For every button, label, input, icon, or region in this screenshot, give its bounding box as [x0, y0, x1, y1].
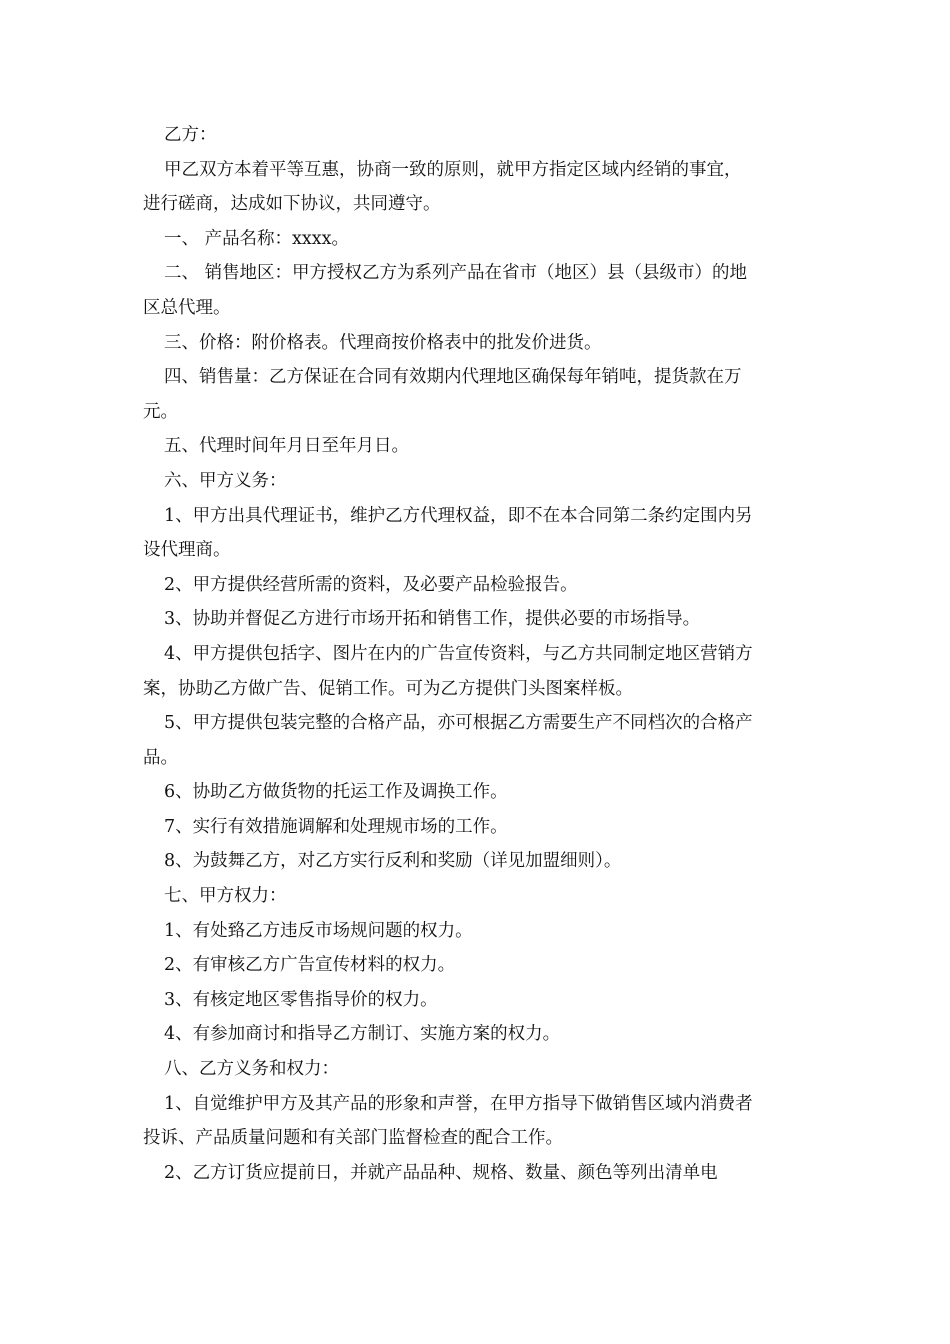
- clause-8-item-2: 2、乙方订货应提前日，并就产品品种、规格、数量、颜色等列出清单电: [164, 1162, 718, 1183]
- party-b-label: 乙方：: [164, 125, 217, 145]
- clause-7-item-1: 1、有处臵乙方违反市场规问题的权力。: [164, 920, 473, 941]
- clause-2-sales-region-line-2: 区总代理。: [143, 297, 231, 318]
- clause-6-item-1-line-2: 设代理商。: [143, 540, 231, 561]
- clause-7-item-2: 2、有审核乙方广告宣传材料的权力。: [164, 955, 456, 976]
- clause-6-item-5-line-2: 品。: [143, 747, 178, 768]
- preamble-line-1: 甲乙双方本着平等互惠，协商一致的原则，就甲方指定区域内经销的事宜，: [164, 159, 742, 180]
- clause-1-product-name: 一、 产品名称：xxxx。: [164, 228, 350, 249]
- clause-7-item-3: 3、有核定地区零售指导价的权力。: [164, 989, 438, 1010]
- clause-6-item-7: 7、实行有效措施调解和处理规市场的工作。: [164, 816, 508, 837]
- clause-2-sales-region-line-1: 二、 销售地区：甲方授权乙方为系列产品在省市（地区）县（县级市）的地: [164, 263, 748, 284]
- clause-3-price: 三、价格：附价格表。代理商按价格表中的批发价进货。: [164, 332, 602, 353]
- clause-4-sales-volume-line-1: 四、销售量：乙方保证在合同有效期内代理地区确保每年销吨，提货款在万: [164, 367, 742, 388]
- clause-6-item-3: 3、协助并督促乙方进行市场开拓和销售工作，提供必要的市场指导。: [164, 609, 701, 630]
- clause-6-item-5-line-1: 5、甲方提供包装完整的合格产品，亦可根据乙方需要生产不同档次的合格产: [164, 713, 753, 734]
- clause-6-item-2: 2、甲方提供经营所需的资料，及必要产品检验报告。: [164, 574, 578, 595]
- clause-7-item-4: 4、有参加商讨和指导乙方制订、实施方案的权力。: [164, 1024, 561, 1045]
- clause-6-item-4-line-2: 案，协助乙方做广告、促销工作。可为乙方提供门头图案样板。: [143, 678, 633, 699]
- clause-4-sales-volume-line-2: 元。: [143, 401, 178, 422]
- clause-5-agency-period: 五、代理时间年月日至年月日。: [164, 436, 409, 457]
- contract-body: [143, 118, 807, 1190]
- clause-8-heading: 八、乙方义务和权力：: [164, 1059, 339, 1080]
- clause-8-item-1-line-1: 1、自觉维护甲方及其产品的形象和声誉，在甲方指导下做销售区域内消费者: [164, 1093, 753, 1114]
- clause-8-item-1-line-2: 投诉、产品质量问题和有关部门监督检查的配合工作。: [143, 1128, 563, 1149]
- clause-6-item-4-line-1: 4、甲方提供包括字、图片在内的广告宣传资料，与乙方共同制定地区营销方: [164, 643, 753, 664]
- clause-6-item-1-line-1: 1、甲方出具代理证书，维护乙方代理权益，即不在本合同第二条约定围内另: [164, 505, 753, 526]
- preamble-line-2: 进行磋商，达成如下协议，共同遵守。: [143, 194, 441, 215]
- clause-6-heading: 六、甲方义务：: [164, 470, 287, 491]
- clause-7-heading: 七、甲方权力：: [164, 886, 287, 907]
- clause-6-item-8: 8、为鼓舞乙方，对乙方实行反利和奖励（详见加盟细则）。: [164, 851, 622, 872]
- clause-6-item-6: 6、协助乙方做货物的托运工作及调换工作。: [164, 782, 508, 803]
